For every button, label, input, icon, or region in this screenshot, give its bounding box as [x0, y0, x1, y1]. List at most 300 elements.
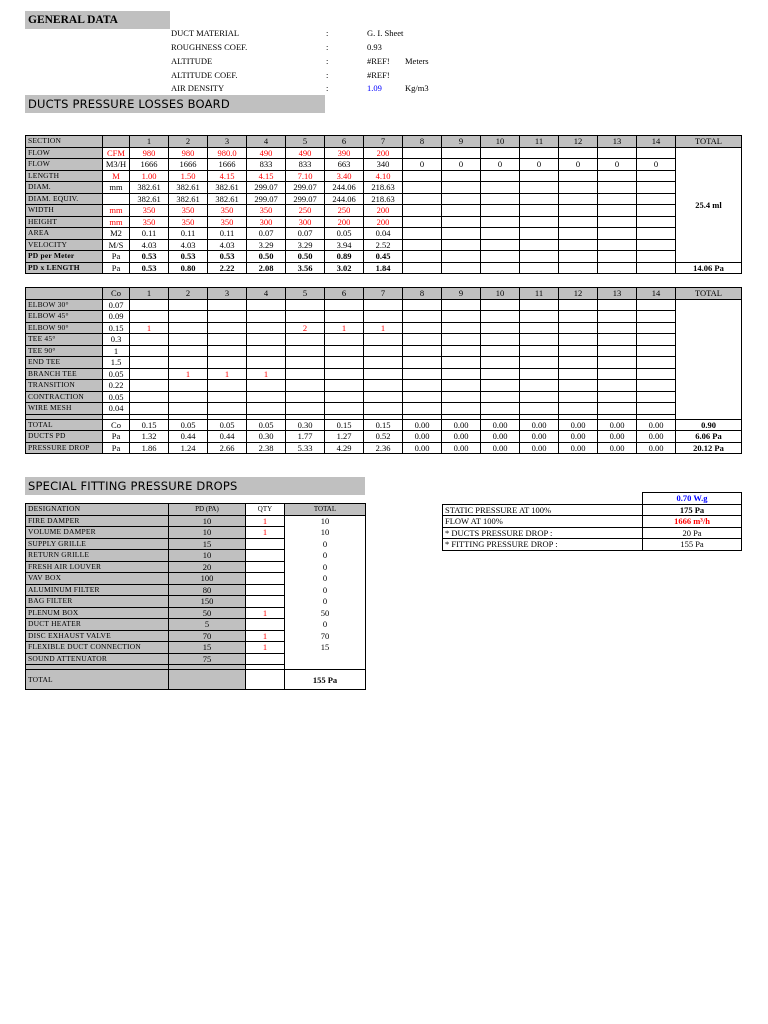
cell-value[interactable]	[481, 216, 520, 228]
cell-value[interactable]	[637, 147, 676, 159]
cell-value[interactable]: 663	[325, 159, 364, 171]
cell-value[interactable]: 0.53	[208, 251, 247, 263]
fitting-qty[interactable]	[520, 380, 559, 392]
cell-value[interactable]: 4.03	[130, 239, 169, 251]
cell-value[interactable]: 0.05	[325, 228, 364, 240]
cell-value[interactable]	[520, 239, 559, 251]
fitting-qty[interactable]	[637, 357, 676, 369]
fitting-qty[interactable]	[286, 357, 325, 369]
cell-value[interactable]: 382.61	[208, 182, 247, 194]
special-qty[interactable]	[246, 619, 285, 631]
cell-value[interactable]	[637, 251, 676, 263]
cell-value[interactable]: 0	[403, 159, 442, 171]
fitting-qty[interactable]	[325, 368, 364, 380]
cell-value[interactable]: 390	[325, 147, 364, 159]
fitting-qty[interactable]	[403, 345, 442, 357]
fitting-qty[interactable]	[520, 345, 559, 357]
fitting-qty[interactable]	[520, 311, 559, 323]
special-qty[interactable]	[246, 538, 285, 550]
cell-value[interactable]: 3.94	[325, 239, 364, 251]
cell-value[interactable]: 0.89	[325, 251, 364, 263]
cell-value[interactable]	[442, 239, 481, 251]
cell-value[interactable]	[403, 228, 442, 240]
cell-value[interactable]: 2.08	[247, 262, 286, 274]
fitting-qty[interactable]	[169, 299, 208, 311]
cell-value[interactable]	[520, 170, 559, 182]
fitting-qty[interactable]	[130, 380, 169, 392]
cell-value[interactable]	[559, 216, 598, 228]
fitting-qty[interactable]	[481, 322, 520, 334]
cell-value[interactable]	[481, 170, 520, 182]
cell-value[interactable]	[637, 205, 676, 217]
fitting-qty[interactable]	[325, 299, 364, 311]
cell-value[interactable]: 2.52	[364, 239, 403, 251]
cell-value[interactable]: 3.40	[325, 170, 364, 182]
cell-value[interactable]	[598, 228, 637, 240]
fitting-qty[interactable]	[130, 334, 169, 346]
cell-value[interactable]: 382.61	[169, 182, 208, 194]
cell-value[interactable]	[481, 205, 520, 217]
cell-value[interactable]: 299.07	[286, 193, 325, 205]
fitting-qty[interactable]	[130, 357, 169, 369]
cell-value[interactable]	[598, 182, 637, 194]
cell-value[interactable]	[559, 239, 598, 251]
fitting-qty[interactable]	[520, 403, 559, 415]
special-qty[interactable]	[246, 550, 285, 562]
cell-value[interactable]: 0	[520, 159, 559, 171]
fitting-qty[interactable]	[286, 334, 325, 346]
cell-value[interactable]	[598, 262, 637, 274]
fitting-qty[interactable]	[208, 334, 247, 346]
fitting-qty[interactable]	[208, 403, 247, 415]
fitting-qty[interactable]	[286, 380, 325, 392]
fitting-qty[interactable]	[247, 391, 286, 403]
cell-value[interactable]: 3.29	[286, 239, 325, 251]
fitting-qty[interactable]	[364, 380, 403, 392]
cell-value[interactable]: 0.53	[130, 262, 169, 274]
fitting-qty[interactable]	[403, 380, 442, 392]
cell-value[interactable]	[481, 193, 520, 205]
cell-value[interactable]: 0.50	[247, 251, 286, 263]
cell-value[interactable]	[637, 216, 676, 228]
fitting-qty[interactable]	[559, 334, 598, 346]
cell-value[interactable]: 0.07	[247, 228, 286, 240]
special-qty[interactable]: 1	[246, 607, 285, 619]
fitting-qty[interactable]	[559, 391, 598, 403]
cell-value[interactable]	[520, 147, 559, 159]
cell-value[interactable]	[559, 228, 598, 240]
fitting-qty[interactable]	[247, 334, 286, 346]
special-qty[interactable]: 1	[246, 515, 285, 527]
fitting-qty[interactable]	[403, 322, 442, 334]
cell-value[interactable]: 0	[442, 159, 481, 171]
fitting-qty[interactable]	[208, 357, 247, 369]
fitting-qty[interactable]: 1	[247, 368, 286, 380]
cell-value[interactable]: 299.07	[247, 182, 286, 194]
cell-value[interactable]	[598, 147, 637, 159]
fitting-qty[interactable]	[442, 380, 481, 392]
cell-value[interactable]: 7.10	[286, 170, 325, 182]
fitting-qty[interactable]: 1	[169, 368, 208, 380]
cell-value[interactable]	[442, 251, 481, 263]
fitting-qty[interactable]	[598, 403, 637, 415]
fitting-qty[interactable]	[286, 403, 325, 415]
cell-value[interactable]	[481, 228, 520, 240]
fitting-qty[interactable]	[169, 391, 208, 403]
fitting-qty[interactable]	[481, 368, 520, 380]
fitting-qty[interactable]	[559, 357, 598, 369]
fitting-qty[interactable]	[286, 368, 325, 380]
cell-value[interactable]: 299.07	[286, 182, 325, 194]
fitting-qty[interactable]	[442, 403, 481, 415]
fitting-qty[interactable]	[520, 334, 559, 346]
cell-value[interactable]	[520, 251, 559, 263]
fitting-qty[interactable]	[247, 403, 286, 415]
fitting-qty[interactable]	[325, 345, 364, 357]
fitting-qty[interactable]	[637, 380, 676, 392]
cell-value[interactable]: 1666	[169, 159, 208, 171]
cell-value[interactable]: 4.03	[169, 239, 208, 251]
fitting-qty[interactable]: 1	[364, 322, 403, 334]
fitting-qty[interactable]: 1	[208, 368, 247, 380]
cell-value[interactable]	[598, 251, 637, 263]
cell-value[interactable]	[520, 182, 559, 194]
fitting-qty[interactable]	[598, 334, 637, 346]
cell-value[interactable]	[637, 193, 676, 205]
fitting-qty[interactable]	[637, 391, 676, 403]
cell-value[interactable]: 218.63	[364, 182, 403, 194]
fitting-qty[interactable]	[325, 311, 364, 323]
fitting-qty[interactable]	[130, 299, 169, 311]
fitting-qty[interactable]	[403, 403, 442, 415]
cell-value[interactable]: 3.02	[325, 262, 364, 274]
fitting-qty[interactable]	[481, 380, 520, 392]
fitting-qty[interactable]	[208, 345, 247, 357]
cell-value[interactable]	[520, 228, 559, 240]
fitting-qty[interactable]	[481, 357, 520, 369]
fitting-qty[interactable]	[325, 380, 364, 392]
fitting-qty[interactable]	[481, 311, 520, 323]
cell-value[interactable]	[598, 205, 637, 217]
cell-value[interactable]	[559, 170, 598, 182]
cell-value[interactable]	[481, 251, 520, 263]
fitting-qty[interactable]	[637, 311, 676, 323]
fitting-qty[interactable]	[208, 380, 247, 392]
fitting-qty[interactable]	[364, 368, 403, 380]
cell-value[interactable]	[403, 251, 442, 263]
general-value[interactable]: G. I. Sheet	[367, 28, 404, 38]
cell-value[interactable]: 833	[247, 159, 286, 171]
cell-value[interactable]	[403, 262, 442, 274]
cell-value[interactable]: 1666	[130, 159, 169, 171]
cell-value[interactable]: 0	[598, 159, 637, 171]
cell-value[interactable]: 200	[364, 205, 403, 217]
cell-value[interactable]: 980.0	[208, 147, 247, 159]
cell-value[interactable]: 0.11	[208, 228, 247, 240]
cell-value[interactable]: 0.04	[364, 228, 403, 240]
cell-value[interactable]: 0.80	[169, 262, 208, 274]
fitting-qty[interactable]	[403, 299, 442, 311]
fitting-qty[interactable]	[403, 391, 442, 403]
fitting-qty[interactable]	[598, 345, 637, 357]
fitting-qty[interactable]	[442, 368, 481, 380]
special-qty[interactable]	[246, 653, 285, 665]
cell-value[interactable]: 980	[130, 147, 169, 159]
cell-value[interactable]	[442, 182, 481, 194]
fitting-qty[interactable]	[364, 311, 403, 323]
cell-value[interactable]	[637, 182, 676, 194]
cell-value[interactable]	[559, 182, 598, 194]
cell-value[interactable]: 1.50	[169, 170, 208, 182]
fitting-qty[interactable]	[559, 299, 598, 311]
fitting-qty[interactable]	[442, 334, 481, 346]
cell-value[interactable]: 350	[169, 216, 208, 228]
special-qty[interactable]	[246, 561, 285, 573]
cell-value[interactable]: 0	[637, 159, 676, 171]
cell-value[interactable]: 3.29	[247, 239, 286, 251]
fitting-qty[interactable]: 1	[325, 322, 364, 334]
cell-value[interactable]	[481, 147, 520, 159]
fitting-qty[interactable]	[598, 380, 637, 392]
cell-value[interactable]: 1.84	[364, 262, 403, 274]
cell-value[interactable]: 350	[247, 205, 286, 217]
cell-value[interactable]: 833	[286, 159, 325, 171]
fitting-qty[interactable]	[364, 357, 403, 369]
cell-value[interactable]: 244.06	[325, 193, 364, 205]
cell-value[interactable]	[598, 239, 637, 251]
cell-value[interactable]: 3.56	[286, 262, 325, 274]
cell-value[interactable]: 4.15	[247, 170, 286, 182]
cell-value[interactable]	[403, 147, 442, 159]
fitting-qty[interactable]	[169, 311, 208, 323]
fitting-qty[interactable]	[520, 357, 559, 369]
cell-value[interactable]	[481, 262, 520, 274]
cell-value[interactable]	[442, 147, 481, 159]
cell-value[interactable]: 350	[130, 216, 169, 228]
cell-value[interactable]: 382.61	[169, 193, 208, 205]
cell-value[interactable]: 382.61	[130, 182, 169, 194]
fitting-qty[interactable]	[169, 322, 208, 334]
fitting-qty[interactable]	[208, 391, 247, 403]
fitting-qty[interactable]	[559, 368, 598, 380]
cell-value[interactable]	[598, 193, 637, 205]
cell-value[interactable]: 350	[130, 205, 169, 217]
cell-value[interactable]	[442, 228, 481, 240]
fitting-qty[interactable]	[637, 322, 676, 334]
cell-value[interactable]: 0.50	[286, 251, 325, 263]
fitting-qty[interactable]	[481, 403, 520, 415]
cell-value[interactable]: 2.22	[208, 262, 247, 274]
fitting-qty[interactable]	[442, 299, 481, 311]
cell-value[interactable]	[481, 182, 520, 194]
fitting-qty[interactable]	[442, 322, 481, 334]
fitting-qty[interactable]	[559, 403, 598, 415]
fitting-qty[interactable]	[403, 357, 442, 369]
fitting-qty[interactable]	[403, 368, 442, 380]
fitting-qty[interactable]	[325, 334, 364, 346]
cell-value[interactable]: 200	[325, 216, 364, 228]
cell-value[interactable]: 300	[286, 216, 325, 228]
fitting-qty[interactable]	[598, 357, 637, 369]
fitting-qty[interactable]	[442, 357, 481, 369]
fitting-qty[interactable]	[130, 391, 169, 403]
fitting-qty[interactable]	[169, 403, 208, 415]
fitting-qty[interactable]	[598, 311, 637, 323]
cell-value[interactable]: 1.00	[130, 170, 169, 182]
fitting-qty[interactable]	[442, 391, 481, 403]
cell-value[interactable]: 0.07	[286, 228, 325, 240]
fitting-qty[interactable]	[247, 380, 286, 392]
fitting-qty[interactable]	[130, 311, 169, 323]
cell-value[interactable]: 490	[286, 147, 325, 159]
fitting-qty[interactable]	[364, 403, 403, 415]
fitting-qty[interactable]	[481, 345, 520, 357]
special-qty[interactable]	[246, 584, 285, 596]
fitting-qty[interactable]	[598, 391, 637, 403]
special-qty[interactable]: 1	[246, 642, 285, 654]
fitting-qty[interactable]	[247, 311, 286, 323]
fitting-qty[interactable]	[169, 380, 208, 392]
general-value[interactable]: 1.09	[367, 83, 382, 93]
fitting-qty[interactable]	[403, 334, 442, 346]
fitting-qty[interactable]	[559, 345, 598, 357]
cell-value[interactable]	[637, 239, 676, 251]
cell-value[interactable]: 350	[169, 205, 208, 217]
cell-value[interactable]	[403, 239, 442, 251]
fitting-qty[interactable]	[637, 334, 676, 346]
cell-value[interactable]	[520, 262, 559, 274]
cell-value[interactable]: 980	[169, 147, 208, 159]
cell-value[interactable]	[403, 170, 442, 182]
cell-value[interactable]	[442, 216, 481, 228]
fitting-qty[interactable]	[598, 368, 637, 380]
fitting-qty[interactable]	[481, 391, 520, 403]
cell-value[interactable]: 4.03	[208, 239, 247, 251]
fitting-qty[interactable]	[208, 299, 247, 311]
cell-value[interactable]	[559, 262, 598, 274]
fitting-qty[interactable]	[130, 403, 169, 415]
fitting-qty[interactable]	[559, 380, 598, 392]
general-value[interactable]: #REF!	[367, 70, 390, 80]
general-value[interactable]: #REF!	[367, 56, 390, 66]
cell-value[interactable]	[403, 193, 442, 205]
fitting-qty[interactable]	[208, 322, 247, 334]
cell-value[interactable]: 340	[364, 159, 403, 171]
fitting-qty[interactable]	[598, 322, 637, 334]
fitting-qty[interactable]	[481, 334, 520, 346]
cell-value[interactable]	[403, 205, 442, 217]
cell-value[interactable]	[481, 239, 520, 251]
fitting-qty[interactable]	[598, 299, 637, 311]
fitting-qty[interactable]	[247, 299, 286, 311]
fitting-qty[interactable]	[286, 311, 325, 323]
special-qty[interactable]	[246, 596, 285, 608]
cell-value[interactable]: 218.63	[364, 193, 403, 205]
cell-value[interactable]: 0.53	[130, 251, 169, 263]
fitting-qty[interactable]	[325, 391, 364, 403]
fitting-qty[interactable]	[403, 311, 442, 323]
fitting-qty[interactable]	[169, 345, 208, 357]
cell-value[interactable]: 490	[247, 147, 286, 159]
fitting-qty[interactable]	[364, 345, 403, 357]
cell-value[interactable]: 382.61	[130, 193, 169, 205]
cell-value[interactable]	[637, 228, 676, 240]
special-qty[interactable]	[246, 573, 285, 585]
fitting-qty[interactable]	[520, 299, 559, 311]
fitting-qty[interactable]	[481, 299, 520, 311]
fitting-qty[interactable]	[637, 403, 676, 415]
fitting-qty[interactable]: 1	[130, 322, 169, 334]
fitting-qty[interactable]	[169, 334, 208, 346]
cell-value[interactable]: 382.61	[208, 193, 247, 205]
cell-value[interactable]: 300	[247, 216, 286, 228]
cell-value[interactable]: 200	[364, 216, 403, 228]
cell-value[interactable]	[403, 182, 442, 194]
fitting-qty[interactable]	[130, 368, 169, 380]
fitting-qty[interactable]	[169, 357, 208, 369]
fitting-qty[interactable]	[520, 391, 559, 403]
fitting-qty[interactable]	[130, 345, 169, 357]
cell-value[interactable]	[559, 147, 598, 159]
cell-value[interactable]: 0.11	[169, 228, 208, 240]
cell-value[interactable]: 244.06	[325, 182, 364, 194]
cell-value[interactable]: 0	[481, 159, 520, 171]
fitting-qty[interactable]	[286, 391, 325, 403]
cell-value[interactable]	[442, 170, 481, 182]
fitting-qty[interactable]	[637, 299, 676, 311]
cell-value[interactable]	[403, 216, 442, 228]
cell-value[interactable]: 0.53	[169, 251, 208, 263]
fitting-qty[interactable]	[559, 311, 598, 323]
fitting-qty[interactable]	[559, 322, 598, 334]
fitting-qty[interactable]	[247, 345, 286, 357]
fitting-qty[interactable]	[325, 357, 364, 369]
fitting-qty[interactable]	[364, 391, 403, 403]
fitting-qty[interactable]	[364, 299, 403, 311]
cell-value[interactable]: 350	[208, 205, 247, 217]
fitting-qty[interactable]	[325, 403, 364, 415]
fitting-qty[interactable]	[364, 334, 403, 346]
general-value[interactable]: 0.93	[367, 42, 382, 52]
cell-value[interactable]	[637, 170, 676, 182]
fitting-qty[interactable]	[442, 311, 481, 323]
fitting-qty[interactable]	[286, 345, 325, 357]
cell-value[interactable]: 250	[286, 205, 325, 217]
special-qty[interactable]: 1	[246, 527, 285, 539]
cell-value[interactable]	[520, 216, 559, 228]
fitting-qty[interactable]	[520, 322, 559, 334]
cell-value[interactable]: 350	[208, 216, 247, 228]
cell-value[interactable]	[559, 193, 598, 205]
cell-value[interactable]	[442, 262, 481, 274]
cell-value[interactable]	[442, 193, 481, 205]
fitting-qty[interactable]	[520, 368, 559, 380]
cell-value[interactable]: 299.07	[247, 193, 286, 205]
cell-value[interactable]: 4.15	[208, 170, 247, 182]
cell-value[interactable]: 250	[325, 205, 364, 217]
cell-value[interactable]: 200	[364, 147, 403, 159]
cell-value[interactable]	[637, 262, 676, 274]
cell-value[interactable]	[520, 193, 559, 205]
cell-value[interactable]	[559, 251, 598, 263]
cell-value[interactable]: 0.11	[130, 228, 169, 240]
cell-value[interactable]	[598, 170, 637, 182]
cell-value[interactable]: 0.45	[364, 251, 403, 263]
cell-value[interactable]: 4.10	[364, 170, 403, 182]
fitting-qty[interactable]	[637, 368, 676, 380]
fitting-qty[interactable]	[247, 322, 286, 334]
fitting-qty[interactable]: 2	[286, 322, 325, 334]
